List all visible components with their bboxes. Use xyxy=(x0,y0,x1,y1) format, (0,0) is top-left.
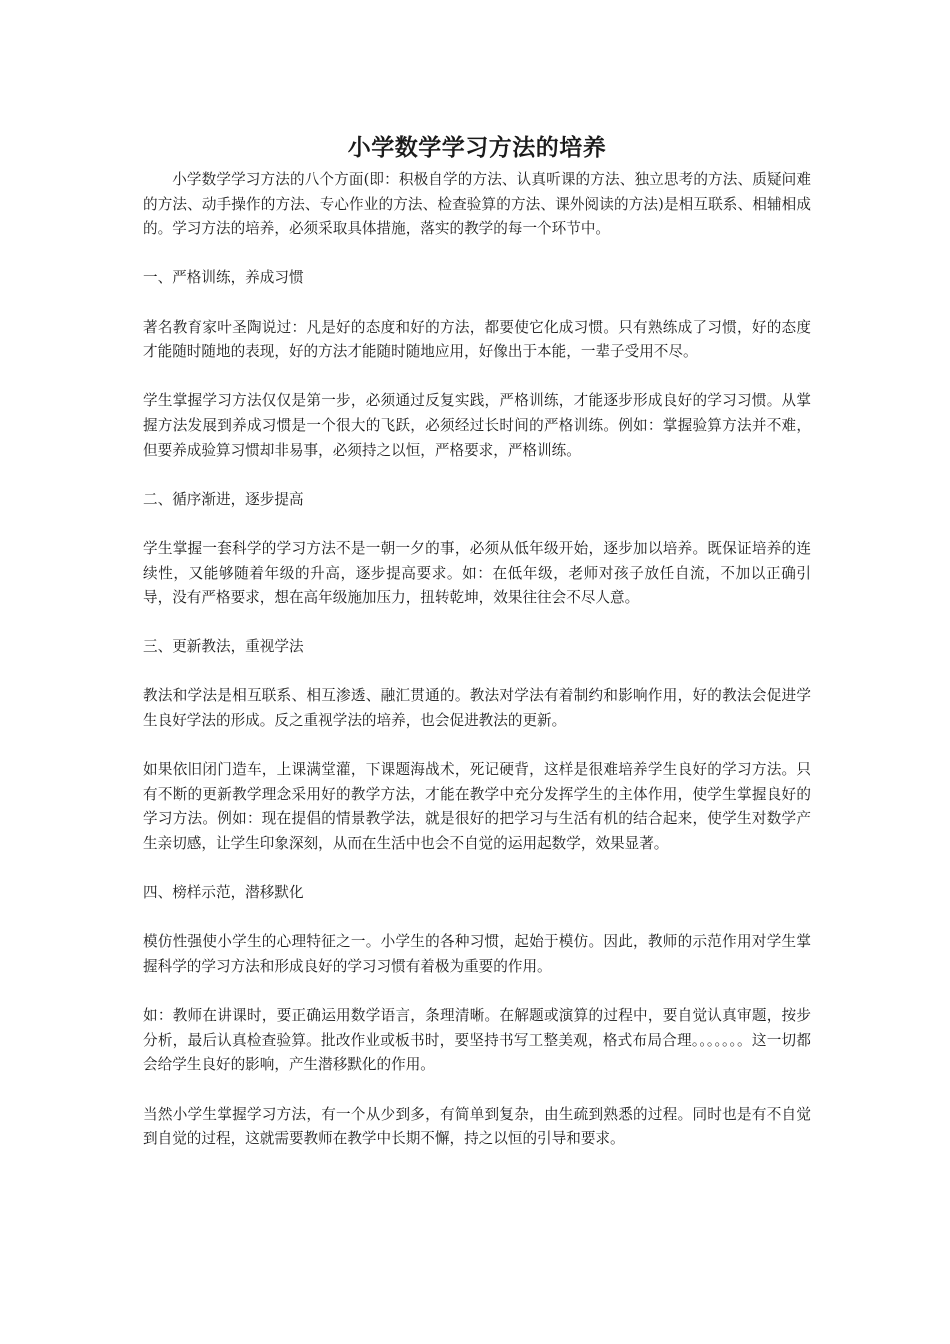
section-heading-1: 一、严格训练，养成习惯 xyxy=(143,269,304,287)
section-heading-2: 二、循序渐进，逐步提高 xyxy=(143,490,304,508)
document-page xyxy=(143,130,811,1152)
spacer xyxy=(143,611,811,636)
spacer xyxy=(143,906,811,931)
spacer xyxy=(143,242,811,267)
spacer xyxy=(143,512,811,537)
spacer xyxy=(143,980,811,1005)
section-1-paragraph-1: 著名教育家叶圣陶说过：凡是好的态度和好的方法，都要使它化成习惯。只有熟练成了习惯，好的态度才能随时随地的表现，好的方法才能随时随地应用，好像出于本能，一辈子受用不尽。 xyxy=(143,318,811,361)
section-4-paragraph-2: 如：教师在讲课时，要正确运用数学语言，条理清晰。在解题或演算的过程中，要自觉认真审题，按步分析，最后认真检查验算。批改作业或板书时，要坚持书写工整美观，格式布局合理。。。。。。。这一切都会给学生良好的影响，产生潜移默化的作用。 xyxy=(143,1007,811,1074)
section-1-paragraph-2: 学生掌握学习方法仅仅是第一步，必须通过反复实践，严格训练，才能逐步形成良好的学习习惯。从掌握方法发展到养成习惯是一个很大的飞跃，必须经过长时间的严格训练。例如：掌握验算方法并不难，但要养成验算习惯却非易事，必须持之以恒，严格要求，严格训练。 xyxy=(143,392,811,459)
spacer xyxy=(143,660,811,685)
spacer xyxy=(143,734,811,759)
intro-paragraph: 小学数学学习方法的八个方面(即：积极自学的方法、认真听课的方法、独立思考的方法、质疑问难的方法、动手操作的方法、专心作业的方法、检查验算的方法、课外阅读的方法)是相互联系、相辅相成的。学习方法的培养，必须采取具体措施，落实的教学的每一个环节中。 xyxy=(143,171,811,238)
spacer xyxy=(143,365,811,390)
section-heading-3: 三、更新教法，重视学法 xyxy=(143,638,304,656)
section-3-paragraph-1: 教法和学法是相互联系、相互渗透、融汇贯通的。教法对学法有着制约和影响作用，好的教法会促进学生良好学法的形成。反之重视学法的培养，也会促进教法的更新。 xyxy=(143,687,811,730)
section-heading-4: 四、榜样示范，潜移默化 xyxy=(143,884,304,902)
spacer xyxy=(143,463,811,488)
section-2-paragraph-1: 学生掌握一套科学的学习方法不是一朝一夕的事，必须从低年级开始，逐步加以培养。既保证培养的连续性，又能够随着年级的升高，逐步提高要求。如：在低年级，老师对孩子放任自流，不加以正确引导，没有严格要求，想在高年级施加压力，扭转乾坤，效果往往会不尽人意。 xyxy=(143,539,811,607)
section-3-paragraph-2: 如果依旧闭门造车，上课满堂灌，下课题海战术，死记硬背，这样是很难培养学生良好的学习方法。只有不断的更新教学理念采用好的教学方法，才能在教学中充分发挥学生的主体作用，使学生掌握良好的学习方法。例如：现在提倡的情景教学法，就是很好的把学习与生活有机的结合起来，使学生对数学产生亲切感，让学生印象深刻，从而在生活中也会不自觉的运用起数学，效果显著。 xyxy=(143,761,811,853)
spacer xyxy=(143,291,811,316)
spacer xyxy=(143,1078,811,1103)
section-4-paragraph-1: 模仿性强使小学生的心理特征之一。小学生的各种习惯，起始于模仿。因此，教师的示范作用对学生掌握科学的学习方法和形成良好的学习习惯有着极为重要的作用。 xyxy=(143,933,811,975)
section-4-paragraph-3: 当然小学生掌握学习方法，有一个从少到多，有简单到复杂，由生疏到熟悉的过程。同时也是有不自觉到自觉的过程，这就需要教师在教学中长期不懈，持之以恒的引导和要求。 xyxy=(143,1105,811,1148)
document-title: 小学数学学习方法的培养 xyxy=(347,135,607,161)
spacer xyxy=(143,857,811,882)
